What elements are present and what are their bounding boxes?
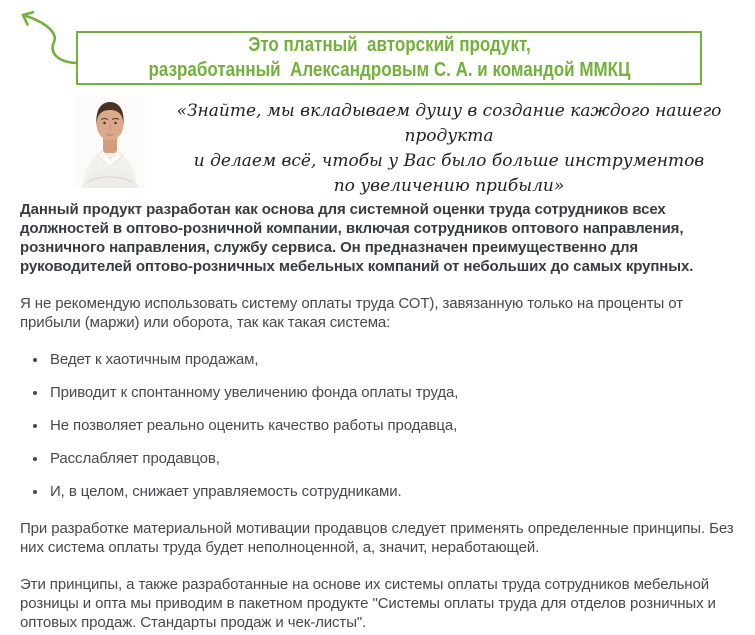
banner-title-line2: разработанный Александровым С. А. и командой ММКЦ [148,59,630,81]
quote-section [75,95,753,199]
list-item: • Расслабляет продавцов, [48,449,734,468]
author-photo [75,95,145,188]
banner-title [148,33,630,83]
quote-line1: «Знайте, мы вкладываем душу в создание каждого нашего продукта [176,101,722,146]
intro-paragraph: Данный продукт разработан как основа для системной оценки труда сотрудников всех должностей в оптово-розничной компании, включая сотрудников оптового направления, розничного направления, службу сервиса. Он предназначен преимущественно для руководителей оптово-розничных мебельных компаний от небольших до самых крупных. [20,201,694,275]
list-item: • Ведет к хаотичным продажам, [48,350,734,369]
package-paragraph: Эти принципы, а также разработанные на основе их системы оплаты труда сотрудников мебельной розницы и опта мы приводим в пакетном продукте "Системы оплаты труда для отделов розничных и оптовых продаж. Стандарты продаж и чек-листы". [20,576,716,631]
principles-paragraph: При разработке материальной мотивации продавцов следует применять определенные принципы. Без них система оплаты труда будет неполноценной, а, значит, неработающей. [20,520,734,556]
list-item: • И, в целом, снижает управляемость сотрудниками. [48,482,734,501]
recommendation-paragraph: Я не рекомендую использовать систему оплаты труда СОТ), завязанную только на проценты от прибыли (маржи) или оборота, так как такая система: [20,295,683,331]
quote-line3: по увеличению прибыли» [333,176,565,196]
banner-title-line1: Это платный авторский продукт, [247,34,531,56]
banner-box [76,31,702,85]
author-quote [145,95,753,199]
article-body [20,200,734,635]
list-item: • Приводит к спонтанному увеличению фонда оплаты труда, [48,383,734,402]
curved-arrow-icon [0,0,82,72]
quote-line2: и делаем всё, чтобы у Вас было больше инструментов [193,151,705,171]
list-item: • Не позволяет реально оценить качество работы продавца, [48,416,734,435]
drawbacks-list [20,350,734,501]
